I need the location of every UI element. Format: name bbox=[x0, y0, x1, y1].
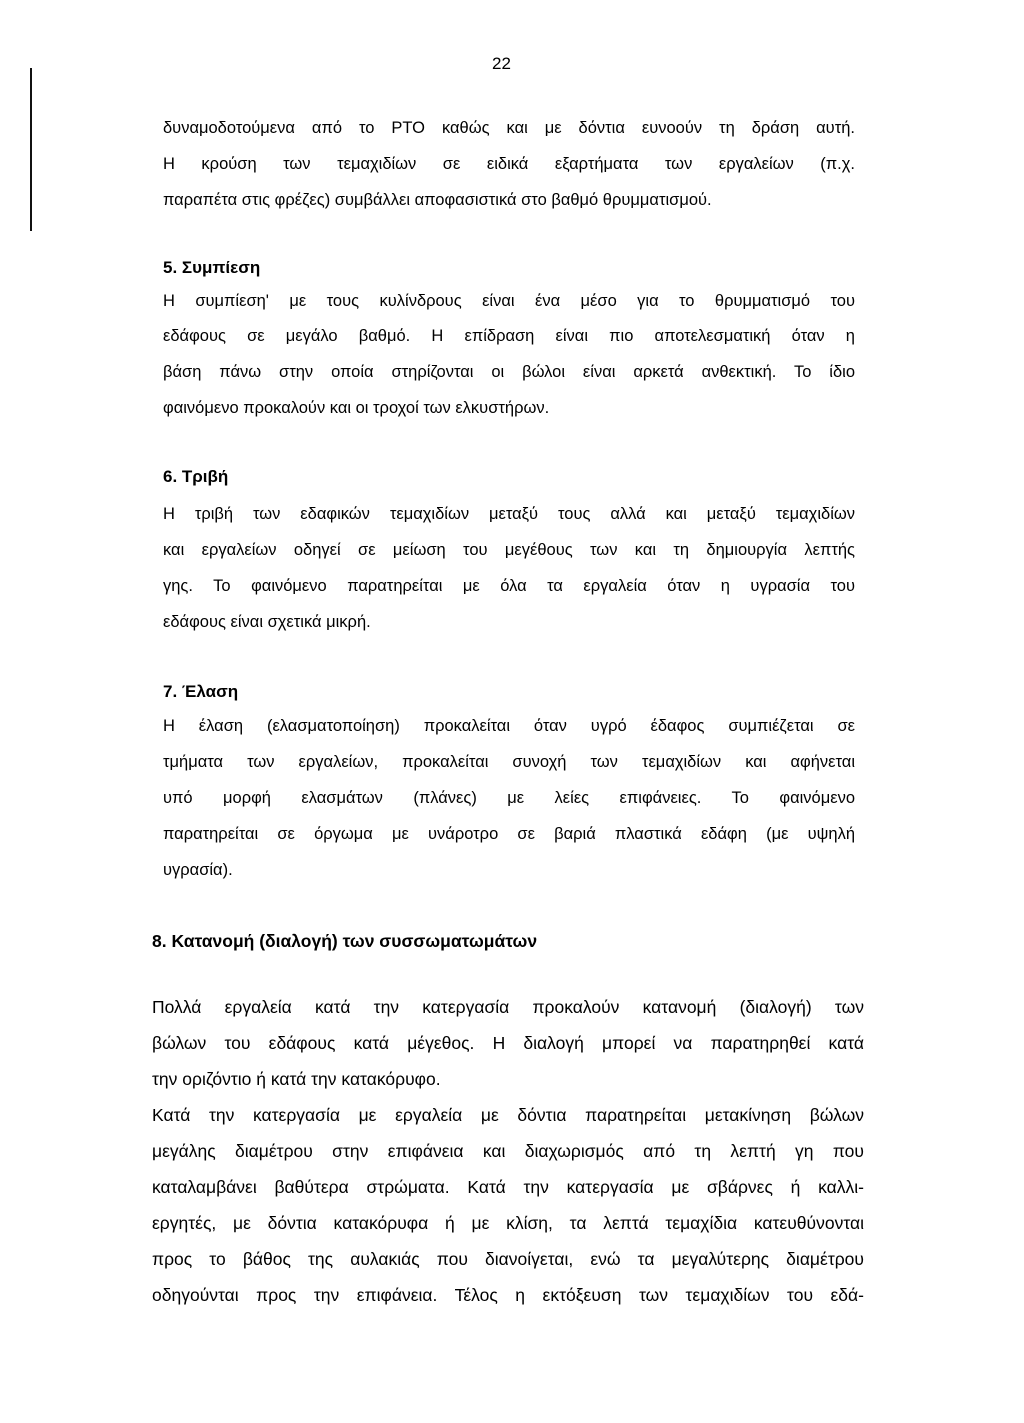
section-heading: 5. Συμπίεση bbox=[163, 258, 261, 277]
section-line: βάση πάνω στην οποία στηρίζονται οι βώλοι είναι αρκετά ανθεκτική. Το ίδιο bbox=[163, 363, 855, 381]
section-line: Κατά την κατεργασία με εργαλεία με δόντια παρατηρείται μετακίνηση βώλων bbox=[152, 1105, 864, 1125]
intro-line: παραπέτα στις φρέζες) συμβάλλει αποφασιστικά στο βαθμό θρυμματισμού. bbox=[163, 191, 712, 209]
intro-line: Η κρούση των τεμαχιδίων σε ειδικά εξαρτήματα των εργαλείων (π.χ. bbox=[163, 155, 855, 173]
section-line: καταλαμβάνει βαθύτερα στρώματα. Κατά την κατεργασία με σβάρνες ή καλλι- bbox=[152, 1177, 864, 1197]
section-line: φαινόμενο προκαλούν και οι τροχοί των ελκυστήρων. bbox=[163, 399, 550, 417]
margin-rule bbox=[30, 68, 32, 231]
section-line: Η έλαση (ελασματοποίηση) προκαλείται όταν υγρό έδαφος συμπιέζεται σε bbox=[163, 717, 855, 735]
section-line: την οριζόντιο ή κατά την κατακόρυφο. bbox=[152, 1069, 441, 1089]
section-line: εδάφους είναι σχετικά μικρή. bbox=[163, 613, 371, 631]
section-heading: 8. Κατανομή (διαλογή) των συσσωματωμάτων bbox=[152, 931, 538, 951]
section-line: βώλων του εδάφους κατά μέγεθος. Η διαλογή μπορεί να παρατηρηθεί κατά bbox=[152, 1033, 864, 1053]
section-line: οδηγούνται προς την επιφάνεια. Τέλος η εκτόξευση των τεμαχιδίων του εδά- bbox=[152, 1285, 864, 1305]
section-line: υγρασία). bbox=[163, 861, 233, 879]
section-heading: 6. Τριβή bbox=[163, 467, 229, 486]
section-line: εδάφους σε μεγάλο βαθμό. Η επίδραση είναι πιο αποτελεσματική όταν η bbox=[163, 327, 855, 345]
section-line: παρατηρείται σε όργωμα με υνάροτρο σε βαριά πλαστικά εδάφη (με υψηλή bbox=[163, 825, 855, 843]
section-line: προς το βάθος της αυλακιάς που διανοίγεται, ενώ τα μεγαλύτερης διαμέτρου bbox=[152, 1249, 864, 1269]
section-line: τμήματα των εργαλείων, προκαλείται συνοχή των τεμαχιδίων και αφήνεται bbox=[163, 753, 855, 771]
section-line: εργητές, με δόντια κατακόρυφα ή με κλίση, τα λεπτά τεμαχίδια κατευθύνονται bbox=[152, 1213, 864, 1233]
section-line: υπό μορφή ελασμάτων (πλάνες) με λείες επιφάνειες. Το φαινόμενο bbox=[163, 789, 855, 807]
section-line: Πολλά εργαλεία κατά την κατεργασία προκαλούν κατανομή (διαλογή) των bbox=[152, 997, 864, 1017]
page-number: 22 bbox=[492, 54, 511, 73]
section-line: Η συμπίεση' με τους κυλίνδρους είναι ένα μέσο για το θρυμματισμό του bbox=[163, 292, 855, 310]
section-heading: 7. Έλαση bbox=[163, 682, 239, 701]
section-line: και εργαλείων οδηγεί σε μείωση του μεγέθους των και τη δημιουργία λεπτής bbox=[163, 541, 855, 559]
intro-line: δυναμοδοτούμενα από το ΡΤΟ καθώς και με δόντια ευνοούν τη δράση αυτή. bbox=[163, 119, 855, 137]
section-line: γης. Το φαινόμενο παρατηρείται με όλα τα εργαλεία όταν η υγρασία του bbox=[163, 577, 855, 595]
section-line: Η τριβή των εδαφικών τεμαχιδίων μεταξύ τους αλλά και μεταξύ τεμαχιδίων bbox=[163, 505, 855, 523]
section-line: μεγάλης διαμέτρου στην επιφάνεια και διαχωρισμός από τη λεπτή γη που bbox=[152, 1141, 864, 1161]
